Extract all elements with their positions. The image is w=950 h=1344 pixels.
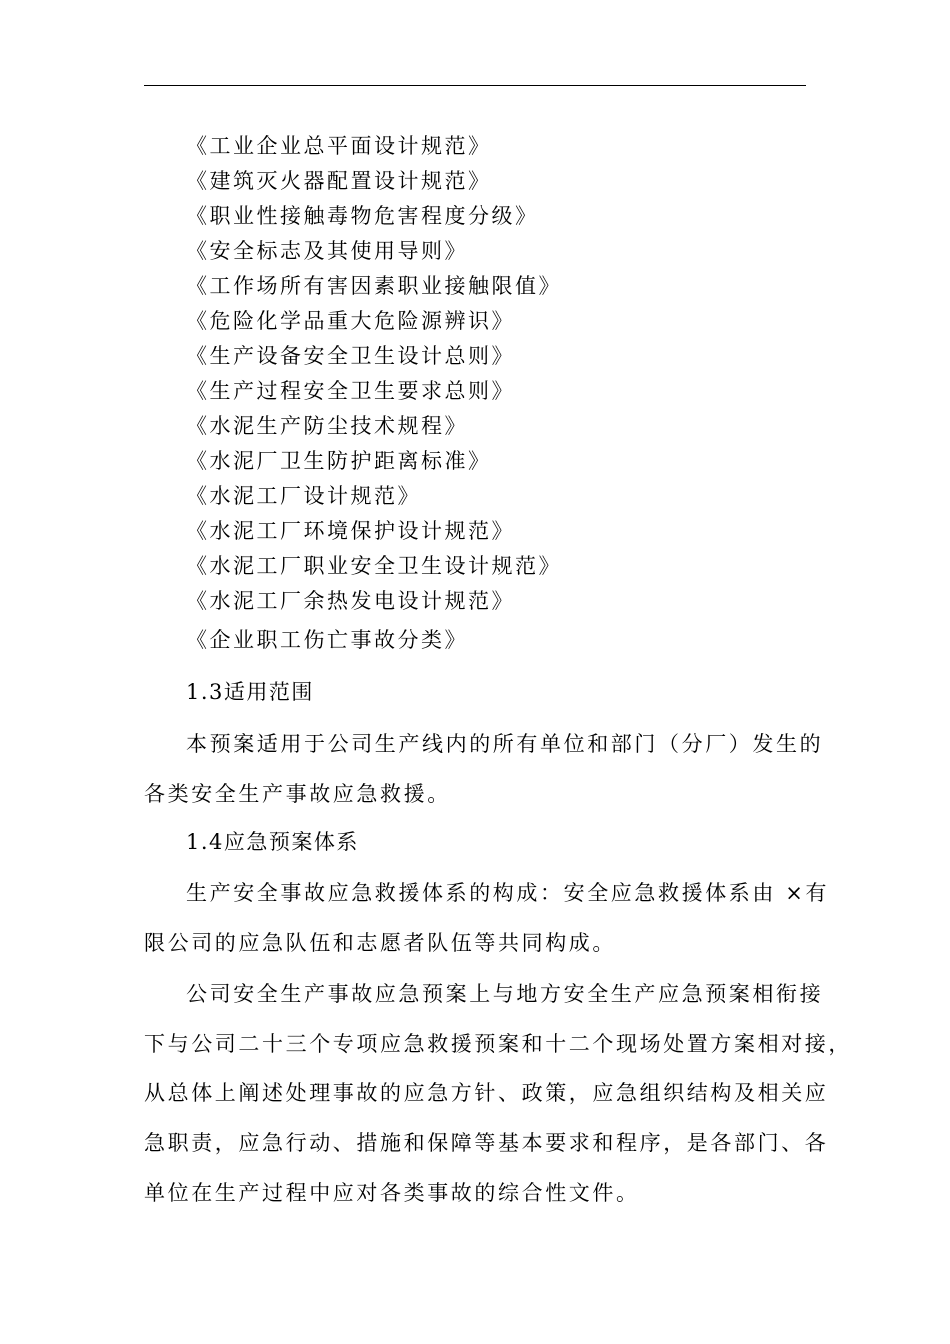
system-paragraph-line: 生产安全事故应急救援体系的构成：安全应急救援体系由 ×有	[186, 881, 830, 905]
section-heading-1-3: 1.3适用范围	[186, 680, 314, 704]
reference-list	[186, 129, 562, 658]
reference-item: 《工业企业总平面设计规范》	[186, 134, 492, 158]
reference-item: 《水泥工厂余热发电设计规范》	[186, 589, 515, 613]
reference-item: 《生产设备安全卫生设计总则》	[186, 344, 515, 368]
system-paragraph-line: 限公司的应急队伍和志愿者队伍等共同构成。	[144, 931, 616, 955]
reference-item: 《水泥工厂设计规范》	[186, 484, 421, 508]
plan-paragraph-line: 下与公司二十三个专项应急救援预案和十二个现场处置方案相对接，	[144, 1032, 852, 1056]
scope-paragraph-line: 本预案适用于公司生产线内的所有单位和部门（分厂）发生的	[186, 732, 824, 756]
reference-item: 《企业职工伤亡事故分类》	[186, 628, 468, 652]
plan-paragraph-line: 公司安全生产事故应急预案上与地方安全生产应急预案相衔接	[186, 982, 824, 1006]
reference-item: 《危险化学品重大危险源辨识》	[186, 309, 515, 333]
reference-item: 《生产过程安全卫生要求总则》	[186, 379, 515, 403]
reference-item: 《安全标志及其使用导则》	[186, 239, 468, 263]
plan-paragraph-line: 从总体上阐述处理事故的应急方针、政策，应急组织结构及相关应	[144, 1081, 829, 1105]
plan-paragraph-line: 单位在生产过程中应对各类事故的综合性文件。	[144, 1181, 640, 1205]
reference-item: 《水泥生产防尘技术规程》	[186, 414, 468, 438]
reference-item: 《水泥工厂环境保护设计规范》	[186, 519, 515, 543]
reference-item: 《水泥工厂职业安全卫生设计规范》	[186, 554, 562, 578]
reference-item: 《建筑灭火器配置设计规范》	[186, 169, 492, 193]
reference-item: 《工作场所有害因素职业接触限值》	[186, 274, 562, 298]
scope-paragraph-line: 各类安全生产事故应急救援。	[144, 782, 451, 806]
plan-paragraph-line: 急职责，应急行动、措施和保障等基本要求和程序，是各部门、各	[144, 1131, 829, 1155]
reference-item: 《水泥厂卫生防护距离标准》	[186, 449, 492, 473]
section-heading-1-4: 1.4应急预案体系	[186, 830, 359, 854]
header-rule	[144, 85, 806, 86]
reference-item: 《职业性接触毒物危害程度分级》	[186, 204, 539, 228]
